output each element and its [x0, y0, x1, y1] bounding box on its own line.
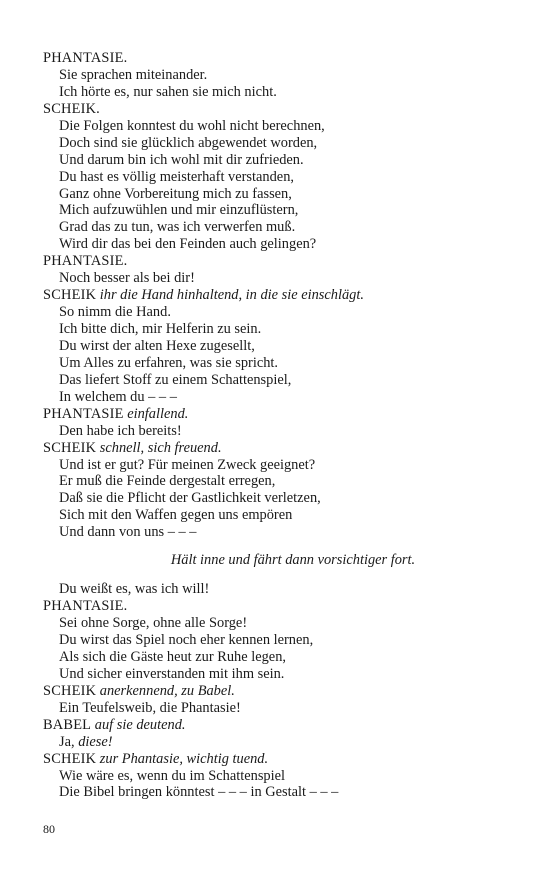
verse-line: Und ist er gut? Für meinen Zweck geeignet?	[59, 456, 316, 473]
verse-line: So nimm die Hand.	[59, 304, 171, 321]
play-text	[43, 50, 523, 801]
speaker-name: PHANTASIE	[43, 405, 124, 422]
verse-line: Noch besser als bei dir!	[59, 270, 195, 287]
speaker-line	[43, 683, 523, 700]
speaker-name: PHANTASIE.	[43, 50, 128, 66]
verse-line: Und darum bin ich wohl mit dir zufrieden.	[59, 151, 304, 168]
speaker-line	[43, 253, 523, 270]
verse-line: Sich mit den Waffen gegen uns empören	[59, 507, 293, 524]
verse-line: Die Bibel bringen könntest – – – in Gestalt – – –	[59, 784, 339, 801]
verse-line: Du wirst das Spiel noch eher kennen lernen,	[59, 632, 314, 648]
speaker-name: SCHEIK	[43, 682, 97, 699]
stage-direction-inline: anerkennend, zu Babel.	[99, 682, 235, 699]
speaker-line	[43, 717, 523, 734]
speaker-name: PHANTASIE.	[43, 253, 128, 270]
speaker-name: SCHEIK	[43, 439, 97, 456]
speaker-name: SCHEIK	[43, 750, 97, 767]
verse-line: Mich aufzuwühlen und mir einzuflüstern,	[59, 202, 299, 219]
page-number: 80	[43, 822, 55, 836]
verse-line: Das liefert Stoff zu einem Schattenspiel,	[59, 371, 292, 388]
verse-line: Du wirst der alten Hexe zugesellt,	[59, 337, 255, 354]
verse-line: Den habe ich bereits!	[59, 422, 182, 439]
verse-line: Du weißt es, was ich will!	[59, 581, 210, 598]
verse-line: Er muß die Feinde dergestalt erregen,	[59, 473, 276, 490]
speaker-line	[43, 406, 523, 423]
verse-line	[43, 734, 523, 751]
speaker-name: BABEL	[43, 716, 92, 733]
verse-line: Grad das zu tun, was ich verwerfen muß.	[59, 219, 296, 236]
verse-line: Als sich die Gäste heut zur Ruhe legen,	[59, 648, 286, 665]
verse-line: Sie sprachen miteinander.	[59, 66, 208, 83]
verse-line: In welchem du – – –	[59, 388, 177, 405]
speaker-line	[43, 440, 523, 457]
stage-direction-inline: ihr die Hand hinhaltend, in die sie einschlägt.	[99, 287, 364, 304]
stage-direction: Hält inne und fährt dann vorsichtiger fort.	[170, 552, 416, 569]
speaker-line	[43, 287, 523, 304]
verse-line: Wird dir das bei den Feinden auch gelingen?	[59, 236, 317, 253]
speaker-name: PHANTASIE.	[43, 598, 128, 615]
verse-line: Ich hörte es, nur sahen sie mich nicht.	[59, 83, 277, 100]
stage-direction-inline: auf sie deutend.	[94, 716, 186, 733]
speaker-line	[43, 50, 523, 67]
verse-line: Ein Teufelsweib, die Phantasie!	[59, 699, 241, 716]
verse-text: Ja,	[59, 733, 79, 750]
stage-direction-inline: zur Phantasie, wichtig tuend.	[99, 750, 269, 767]
verse-line: Und dann von uns – – –	[59, 524, 197, 541]
speaker-line	[43, 751, 523, 768]
verse-emphasis: diese!	[78, 733, 113, 750]
verse-line: Ich bitte dich, mir Helferin zu sein.	[59, 321, 262, 337]
verse-line: Die Folgen konntest du wohl nicht berechnen,	[59, 117, 325, 134]
dialogue-block-1	[43, 50, 523, 541]
dialogue-block-2	[43, 581, 523, 801]
speaker-name: SCHEIK	[43, 287, 97, 304]
verse-line: Um Alles zu erfahren, was sie spricht.	[59, 354, 278, 371]
stage-direction-inline: schnell, sich freuend.	[99, 439, 222, 456]
stage-direction-inline: einfallend.	[127, 405, 189, 422]
verse-line: Doch sind sie glücklich abgewendet worden,	[59, 134, 318, 151]
speaker-name: SCHEIK.	[43, 100, 100, 117]
verse-line: Du hast es völlig meisterhaft verstanden,	[59, 168, 294, 185]
speaker-line	[43, 101, 523, 118]
verse-line: Sei ohne Sorge, ohne alle Sorge!	[59, 615, 248, 632]
verse-line: Wie wäre es, wenn du im Schattenspiel	[59, 767, 286, 784]
speaker-line	[43, 598, 523, 615]
verse-line: Ganz ohne Vorbereitung mich zu fassen,	[59, 185, 292, 202]
verse-line: Daß sie die Pflicht der Gastlichkeit verletzen,	[59, 490, 321, 507]
verse-line: Und sicher einverstanden mit ihm sein.	[59, 665, 285, 682]
